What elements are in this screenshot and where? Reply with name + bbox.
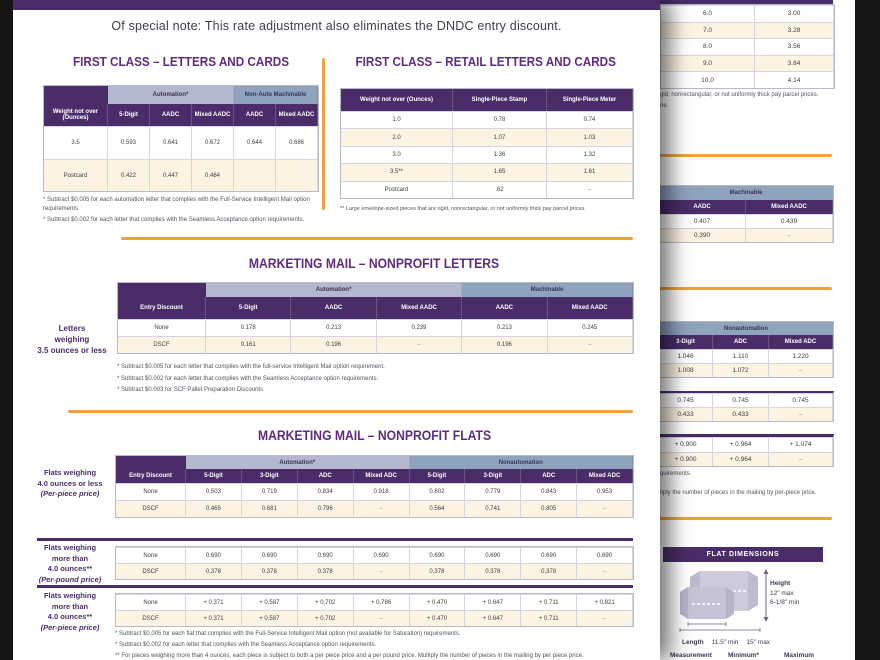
parcel-weight-table [660,4,835,89]
table-cell: 0.161 [206,336,291,353]
fc-retail-table [340,88,634,199]
table-cell: 0.918 [354,483,410,500]
table-cell: 0.745 [659,393,713,407]
table-cell: 0.843 [521,483,577,500]
table-cell: 1.220 [769,349,833,363]
table-cell: – [769,407,833,421]
column-header: ADC [521,469,577,483]
table-cell: 0.213 [291,319,376,336]
table-cell: – [377,336,462,353]
cut-footnote: gid, nonrectangular, or not uniformly thick pay parcel prices. [660,92,819,98]
text-line: * Subtract $0.003 for SCF Pallet Preparation Discounts [117,387,264,393]
text-line: Flats weighing [43,591,97,600]
table-cell: 0.196 [291,336,376,353]
table-cell: 0.78 [453,111,547,128]
length-max: 15" max [746,639,771,646]
text-line: (Per-pound price) [38,574,102,584]
text-line: weighing [54,335,90,344]
per-piece-table [658,434,834,467]
flats-group3-label [27,591,113,633]
table-cell: 1.65 [453,163,547,180]
table-cell: 0.641 [150,126,192,159]
table-cell: 9.0 [661,55,755,72]
section-divider [121,237,633,240]
np-letters-grid [118,297,633,353]
table-cell: DSCF [118,336,206,353]
table-cell: 3.0 [341,146,453,163]
table-cell: Postcard [44,159,108,191]
column-header: 3-Digit [242,469,298,483]
table-cell: + 0.371 [186,594,242,610]
column-header: Mixed AADC [276,104,318,126]
fc-letters-footnotes [43,196,325,226]
table-cell: 10.0 [661,71,755,88]
table-cell: 0.644 [234,126,276,159]
table-cell: 3.5** [341,163,453,180]
table-cell: 0.779 [465,483,521,500]
np-flats-table [115,455,634,518]
column-header: 5-Digit [108,104,150,126]
np-letters-span-row [118,283,633,297]
flats-group1-label [27,468,113,500]
table-cell: 0.464 [192,159,234,191]
table-cell: None [116,547,186,563]
text-line: 4.0 ounces or less [37,478,103,488]
corner-cell [118,283,206,297]
column-header: Mixed AADC [548,297,633,319]
table-cell: 0.503 [186,483,242,500]
fc-letters-grid [44,104,318,191]
table-cell: 0.593 [108,126,150,159]
table-cell: – [548,336,633,353]
parcel-weight-grid [661,5,834,88]
column-header: Single-Piece Meter [547,89,633,111]
per-pound-grid [659,393,833,421]
text-line: * Subtract $0.005 for each flat that complies with the Full-Service Intelligent Mail option (not available for Saturation) requirements. [115,631,461,637]
table-cell: 0.178 [206,319,291,336]
table-cell: + 0.964 [713,452,769,467]
section-title-fc-letters [43,54,319,69]
table-cell: + 0.470 [410,610,466,626]
column-header: 5-Digit [186,469,242,483]
nonautomation-grid [659,335,833,377]
table-cell: 1.07 [453,128,547,145]
table-cell: 0.690 [521,547,577,563]
minimum-column-header: Minimum* [728,652,760,659]
table-cell: 0.378 [410,563,466,579]
np-flats-grid-2 [116,547,633,579]
table-cell: + 0.711 [521,594,577,610]
per-piece-grid [659,437,833,466]
table-cell: 0.690 [298,547,354,563]
section-title-text: MARKETING MAIL – NONPROFIT LETTERS [249,256,500,271]
table-cell: 1.0 [341,111,453,128]
text-line: Letters [58,324,86,333]
column-header: AADC [291,297,376,319]
column-header: 3-Digit [465,469,521,483]
column-header: Weight not over (Ounces) [44,104,108,126]
table-cell: 1.110 [713,349,769,363]
column-header: ADC [298,469,354,483]
text-line: 4.0 ounces** [47,564,93,573]
table-cell: 0.239 [377,319,462,336]
machinable-table [658,185,834,243]
section-title-fc-retail [340,54,632,69]
np-flats-grid-1 [116,469,633,517]
table-cell: 0.796 [298,500,354,517]
height-max: 12" max [770,590,794,597]
table-cell: – [577,563,633,579]
table-cell: + 0.371 [186,610,242,626]
table-cell: 0.953 [577,483,633,500]
table-cell: Postcard [341,181,453,198]
column-header: AADC [150,104,192,126]
fc-retail-grid [341,89,633,198]
table-cell: 0.447 [150,159,192,191]
column-header: 3-Digit [659,335,713,349]
table-cell: – [746,228,833,242]
table-cell: – [769,452,833,467]
np-letters-footnotes [117,362,632,397]
corner-cell [44,86,108,104]
flat-dimensions-banner: FLAT DIMENSIONS [663,547,823,562]
text-line: * Subtract $0.002 for each letter that complies with the Seamless Acceptance option requirements. [43,216,305,223]
table-cell: None [116,594,186,610]
group-divider-rule [37,538,633,541]
text-line: * Subtract $0.005 for each automation letter that complies with the Full-Service Intelligent Mail option requirements [43,197,310,212]
measurement-column-header: Measurement [670,652,712,659]
table-cell: + 0.964 [713,437,769,452]
table-cell: 0.378 [521,563,577,579]
text-line: * Subtract $0.005 for each letter that complies with the full-service Intelligent Mail option requirement. [117,364,385,370]
column-header: AADC [234,104,276,126]
table-cell: 0.439 [746,214,833,228]
cut-text: quirements. [660,471,692,477]
table-cell: DSCF [116,610,186,626]
column-header: 5-Digit [410,469,466,483]
np-flats-per-pound-table [115,546,634,580]
text-line: more than [51,601,89,611]
table-cell: 0.672 [192,126,234,159]
section-title-np-letters [117,256,632,271]
table-cell: 0.686 [276,126,318,159]
table-cell: 0.745 [769,393,833,407]
height-label: Height [770,580,791,587]
text-line: ** For pieces weighing more than 4 ounces, each piece is subject to both a per piece price and a per pound price. Multiply the number of pieces in the mailing by per piece price. [115,653,584,659]
table-cell: + 0.587 [242,610,298,626]
column-header: Mixed AADC [746,200,833,214]
table-cell: 0.690 [410,547,466,563]
table-cell: 0.834 [298,483,354,500]
column-header: Single-Piece Stamp [453,89,547,111]
table-cell: 0.745 [713,393,769,407]
table-cell: DSCF [116,563,186,579]
table-cell: 0.213 [462,319,547,336]
table-cell: 1.32 [547,146,633,163]
text-line: * Subtract $0.002 for each letter that complies with the Seamless Acceptance option requirements. [115,642,377,648]
table-cell: – [577,500,633,517]
table-cell: 3.84 [755,55,834,72]
group-divider-rule [37,585,633,588]
table-cell: 0.741 [465,500,521,517]
cut-text: tiply the number of pieces in the mailing by per-piece price. [660,490,817,496]
table-cell: 0.245 [548,319,633,336]
vertical-divider [322,58,325,210]
table-cell: 6.0 [661,5,755,22]
per-pound-table [658,391,834,422]
text-line: 3.5 ounces or less [37,346,107,355]
length-min: 11.5" min [711,639,739,646]
table-cell: + 0.647 [465,610,521,626]
table-cell: – [547,181,633,198]
table-cell: 0.690 [577,547,633,563]
table-cell: 0.690 [242,547,298,563]
fc-letters-span-row [44,86,318,104]
rate-card-page-left [13,0,660,660]
table-cell: + 0.647 [465,594,521,610]
table-cell [276,159,318,191]
section-title-np-flats [117,428,632,443]
table-cell: 0.378 [186,563,242,579]
table-cell: DSCF [116,500,186,517]
table-cell: 0.378 [465,563,521,579]
column-header: 5-Digit [206,297,291,319]
table-cell: 0.805 [521,500,577,517]
section-divider [68,410,633,413]
text-line: * Subtract $0.002 for each letter that complies with the Seamless Acceptance option requirements. [117,375,379,382]
table-cell: 0.378 [298,563,354,579]
nonautomation-span-header: Nonautomation [659,322,833,335]
text-line: (Per-piece price) [40,489,100,498]
rate-card-page-right [656,0,855,660]
table-cell: 0.433 [713,407,769,421]
table-cell: 1.36 [453,146,547,163]
table-cell: 8.0 [661,38,755,55]
table-cell: – [354,500,410,517]
table-cell: 0.719 [242,483,298,500]
automation-span-header: Automation* [206,283,462,297]
table-cell: – [354,563,410,579]
table-cell: 1.008 [659,363,713,377]
column-header: Entry Discount [118,297,206,319]
column-header: AADC [462,297,547,319]
table-cell: 0.602 [410,483,466,500]
column-header: Mixed AADC [192,104,234,126]
non-auto-span-header: Non-Auto Machinable [234,86,318,104]
table-cell: 3.56 [755,38,834,55]
flats-group2-label [27,543,113,585]
table-cell: 3.00 [755,5,834,22]
table-cell: 2.0 [341,128,453,145]
table-cell: 0.681 [242,500,298,517]
np-flats-per-piece-table [115,593,634,627]
table-cell [234,159,276,191]
table-cell: + 0.587 [242,594,298,610]
table-cell: 1.072 [713,363,769,377]
table-cell: 0.422 [108,159,150,191]
fc-letters-table [43,85,319,192]
table-cell: – [577,610,633,626]
table-cell: 0.690 [354,547,410,563]
table-cell: + 0.786 [354,594,410,610]
table-cell: 0.433 [659,407,713,421]
table-cell: 1.03 [547,128,633,145]
table-cell: None [118,319,206,336]
section-divider [658,517,832,520]
text-line: Flats weighing [43,468,97,477]
automation-span-header: Automation* [186,456,410,469]
table-cell: + 0.900 [659,452,713,467]
np-flats-footnotes [115,630,655,660]
machinable-span-header: Machinable [659,186,833,200]
machinable-grid [659,200,833,242]
table-cell: 3.5 [44,126,108,159]
corner-cell [116,456,186,469]
table-cell: + 0.711 [521,610,577,626]
np-flats-grid-3 [116,594,633,626]
height-min: 6-1/8" min [770,599,800,606]
automation-span-header: Automation* [108,86,234,104]
column-header: ADC [713,335,769,349]
table-cell: + 0.470 [410,594,466,610]
table-cell: 1.61 [547,163,633,180]
section-title-text: FIRST CLASS – RETAIL LETTERS AND CARDS [355,54,617,69]
table-cell: + 0.702 [298,610,354,626]
nonautomation-span-header: Nonautomation [410,456,634,469]
table-cell: 7.0 [661,22,755,39]
table-cell: + 0.702 [298,594,354,610]
table-cell: 0.465 [186,500,242,517]
section-title-text: MARKETING MAIL – NONPROFIT FLATS [257,428,492,443]
table-cell: + 0.900 [659,437,713,452]
text-line: 4.0 ounces** [47,612,93,621]
table-cell: – [354,610,410,626]
maximum-column-header: Maximum [784,652,814,659]
column-header: Mixed ADC [577,469,633,483]
table-cell: 0.407 [659,214,746,228]
text-line: Flats weighing [43,543,97,552]
table-cell: 4.14 [755,71,834,88]
nonautomation-table [658,321,834,378]
np-flats-span-row [116,456,633,469]
length-row [682,639,778,646]
table-cell: 0.74 [547,111,633,128]
fc-retail-footnote: ** Large envelope-sized pieces that are rigid, nonrectangular, or not uniformly thick pay parcel prices. [340,206,586,212]
table-cell: 0.196 [462,336,547,353]
table-cell: 0.378 [242,563,298,579]
table-cell: .62 [453,181,547,198]
table-cell: + 0.821 [577,594,633,610]
table-cell: 0.564 [410,500,466,517]
table-cell: 1.046 [659,349,713,363]
np-letters-table [117,282,634,354]
column-header: AADC [659,200,746,214]
letters-weight-label [31,323,113,356]
machinable-span-header: Machinable [462,283,633,297]
text-line: (Per-piece price) [40,622,100,632]
column-header: Mixed AADC [377,297,462,319]
table-cell: – [769,363,833,377]
cut-footnote: ne. [660,103,669,109]
section-title-text: FIRST CLASS – LETTERS AND CARDS [72,54,290,69]
table-cell: 0.390 [659,228,746,242]
length-label: Length [682,639,704,646]
text-line: more than [51,553,89,563]
column-header: Mixed ADC [354,469,410,483]
top-banner [13,0,660,10]
section-divider [658,287,832,290]
table-cell: + 1.074 [769,437,833,452]
section-divider [658,154,832,157]
table-cell: 3.28 [755,22,834,39]
column-header: Entry Discount [116,469,186,483]
special-note: Of special note: This rate adjustment also eliminates the DNDC entry discount. [111,19,562,33]
column-header: Mixed ADC [769,335,833,349]
table-cell: None [116,483,186,500]
table-cell: 0.690 [465,547,521,563]
column-header: Weight not over (Ounces) [341,89,453,111]
table-cell: 0.690 [186,547,242,563]
